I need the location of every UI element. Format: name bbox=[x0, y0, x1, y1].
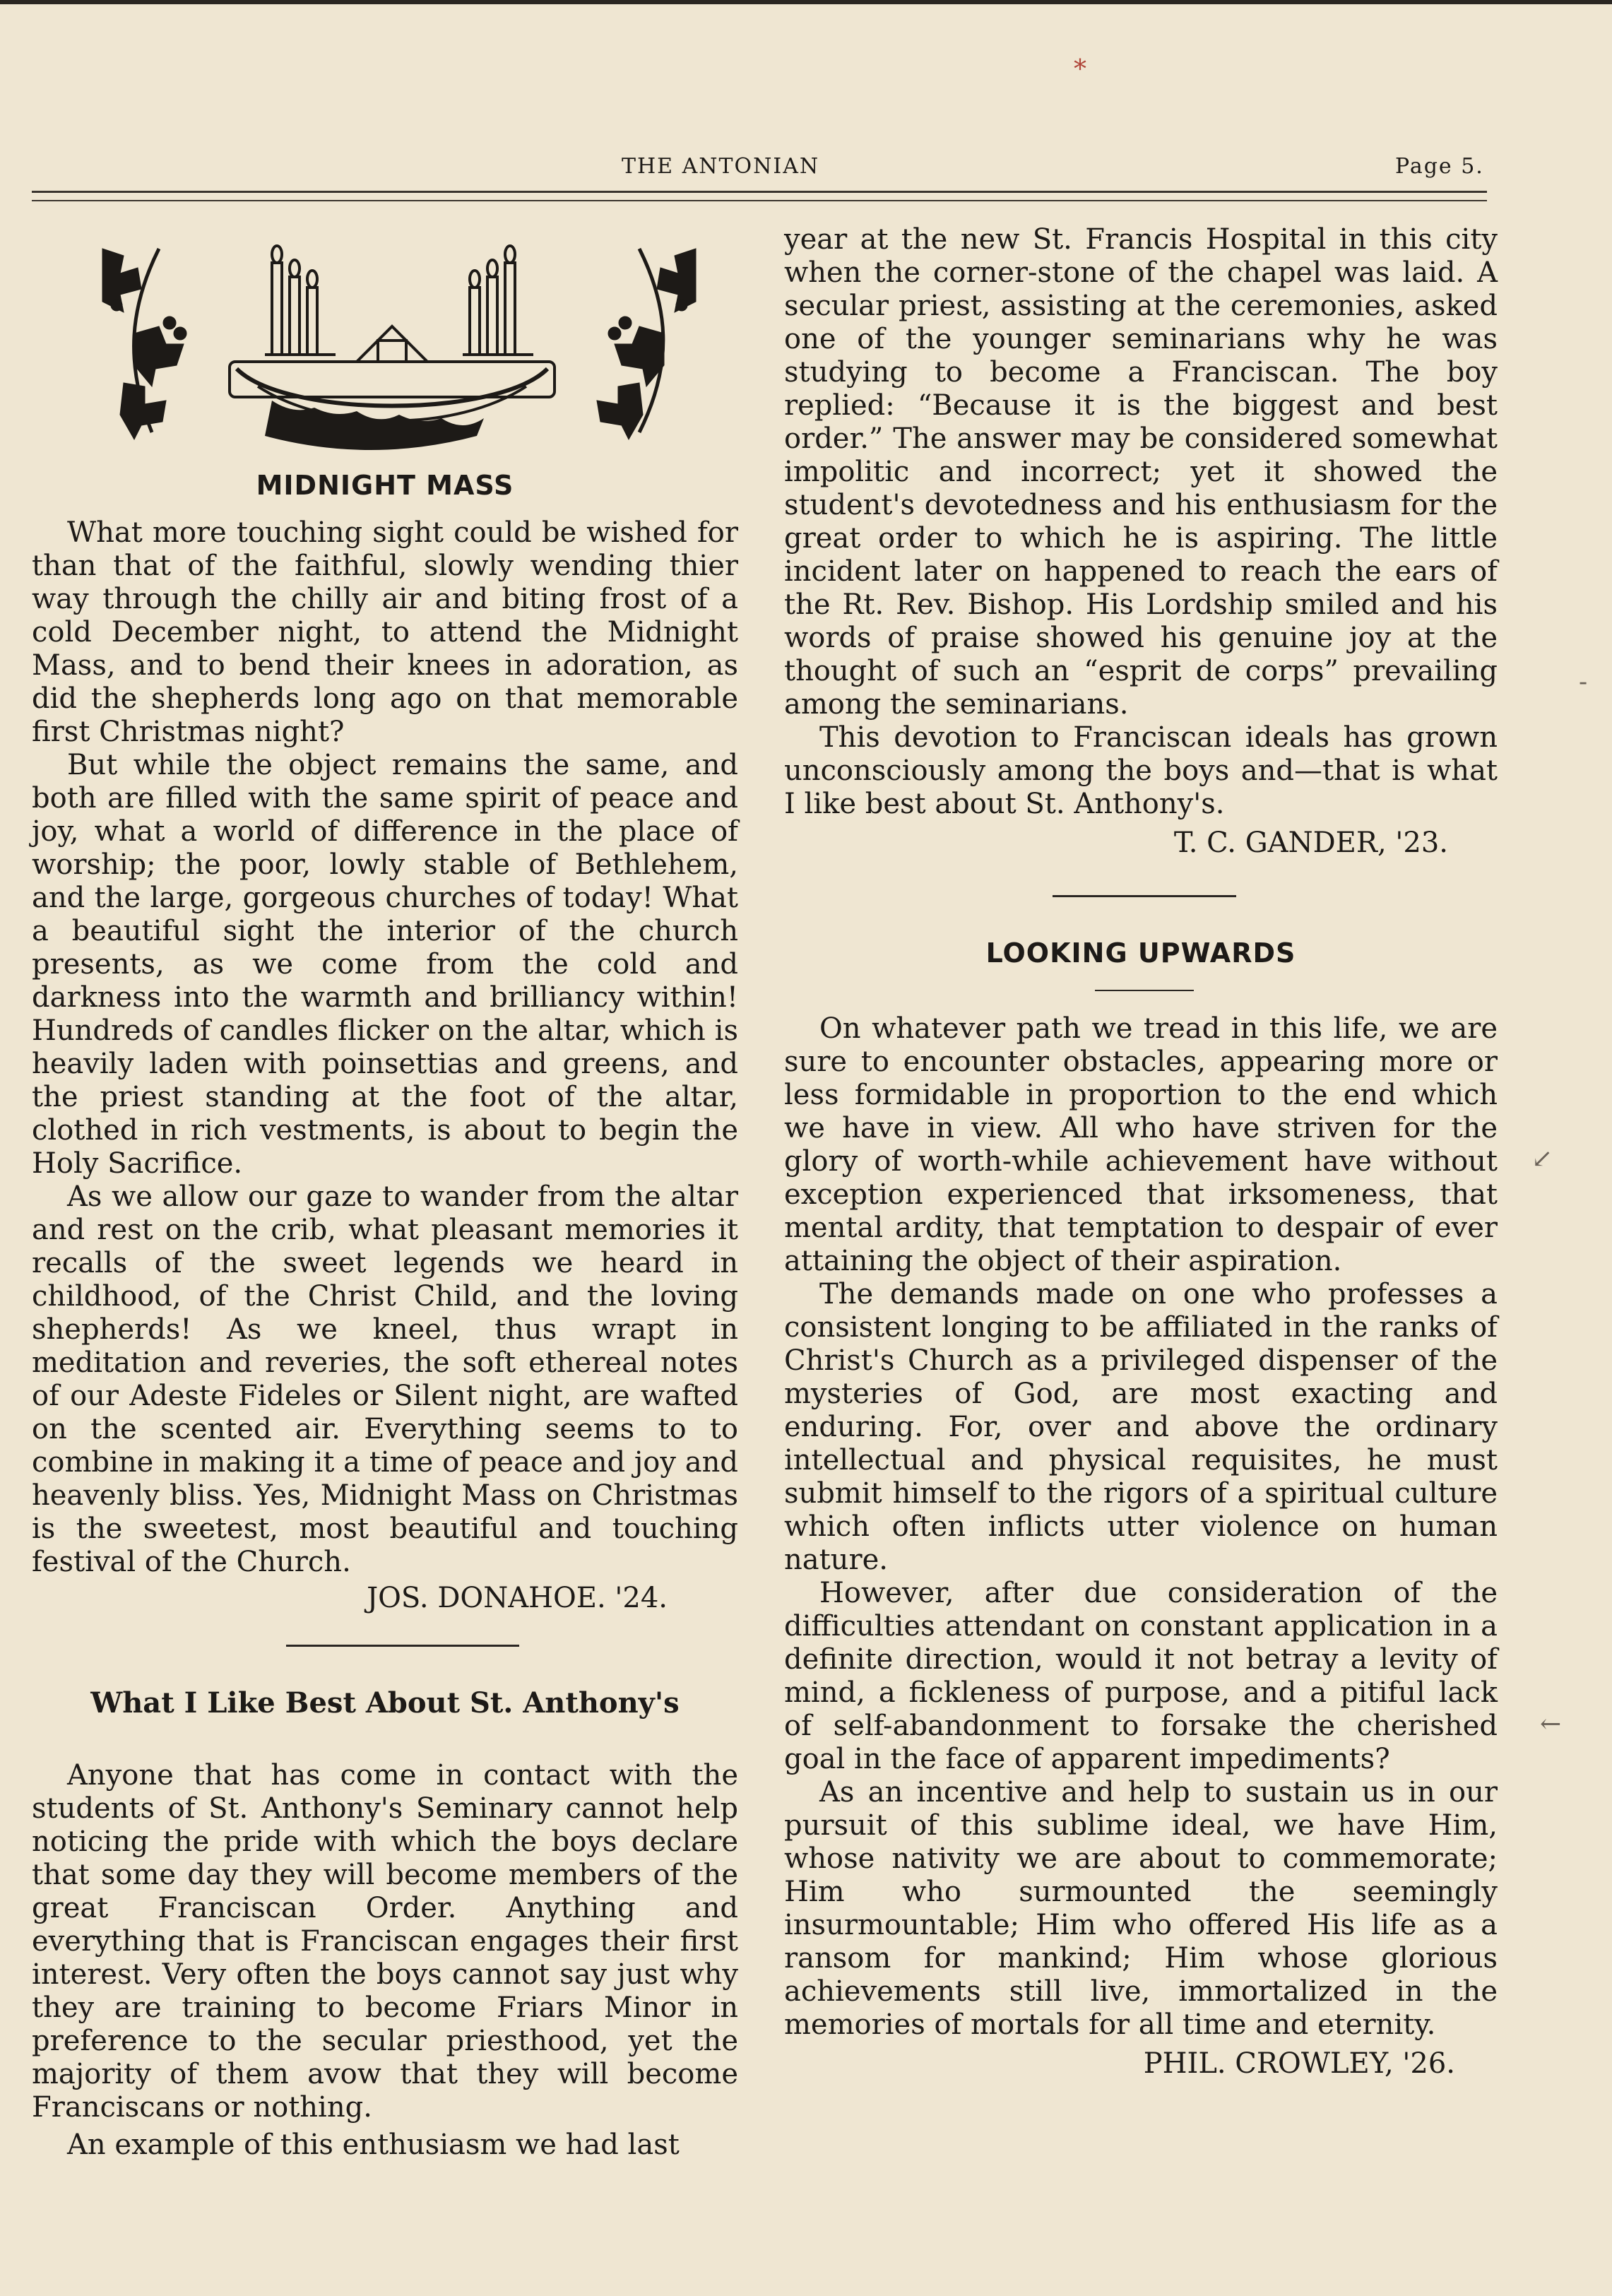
article-paragraph: As we allow our gaze to wander from the altar and rest on the crib, what pleasant memories it recalls of the sweet legends we heard in childhood, of the Christ Child, and the loving shepherds! As we kneel, thus wrapt in meditation and reveries, the soft ethereal notes of our Adeste Fideles or Silent night, are wafted on the scented air. Everything seems to to combine in making it a time of peace and joy and heavenly bliss. Yes, Midnight Mass on Christmas is the sweetest, most beautiful and touching festival of the Church. bbox=[32, 1180, 738, 1578]
article-paragraph: Anyone that has come in contact with the students of St. Anthony's Seminary cannot help noticing the pride with which the boys declare that some day they will become members of the great Franciscan Order. Anything and everything that is Franciscan engages their first interest. Very often the boys cannot say just why they are training to become Friars Minor in preference to the secular priesthood, yet the majority of them avow that they will become Franciscans or nothing. bbox=[32, 1759, 738, 2124]
article-paragraph: An example of this enthusiasm we had last bbox=[67, 2129, 680, 2161]
running-head bbox=[0, 154, 1612, 189]
article-paragraph: On whatever path we tread in this life, we are sure to encounter obstacles, appearing more or less formidable in proportion to the end which we have in view. All who have striven for the glory of worth-while achievement have without exception experienced that irksomeness, that mental ardity, that temptation to despair of ever attaining the object of their aspiration. bbox=[784, 1012, 1498, 1277]
left-column bbox=[32, 220, 738, 2241]
article-paragraph: The demands made on one who professes a consistent longing to be affiliated in the ranks of Christ's Church as a privileged dispenser of the mysteries of God, are most exacting and enduring. For, over and above the ordinary intellectual and physical requisites, he must submit himself to the rigors of a spiritual culture which often inflicts utter violence on human nature. bbox=[784, 1278, 1498, 1576]
article-paragraph: But while the object remains the same, and both are filled with the same spirit of peace and joy, what a world of difference in the place of worship; the poor, lowly stable of Bethlehem, and the large, gorgeous churches of today! What a beautiful sight the interior of the church presents, as we come from the cold and darkness into the warmth and brilliancy within! Hundreds of candles flicker on the altar, which is heavily laden with poinsettias and greens, and the priest standing at the foot of the altar, clothed in rich vestments, is about to begin the Holy Sacrifice. bbox=[32, 749, 738, 1180]
page-top-edge bbox=[0, 0, 1612, 4]
article-paragraph: year at the new St. Francis Hospital in this city when the corner-stone of the chapel was laid. A secular priest, assisting at the ceremonies, asked one of the younger seminarians why he was studying to become a Franciscan. The boy replied: “Because it is the biggest and best order.” The answer may be considered somewhat impolitic and incorrect; yet it showed the student's devotedness and his enthusiasm for the great order to which he is aspiring. The little incident later on happened to reach the ears of the Rt. Rev. Bishop. His Lordship smiled and his words of praise showed his genuine joy at the thought of such an “esprit de corps” prevailing among the seminarians. bbox=[784, 223, 1498, 721]
article-byline: T. C. GANDER, '23. bbox=[1173, 827, 1448, 859]
candles-holly-ornament bbox=[74, 220, 724, 454]
article-paragraph: However, after due consideration of the difficulties attendant on constant application in a definite direction, would it not betray a levity of mind, a fickleness of purpose, and a pitiful lack of self-abandonment to forsake the cherished goal in the face of apparent impediments? bbox=[784, 1577, 1498, 1775]
article-byline: PHIL. CROWLEY, '26. bbox=[1143, 2047, 1455, 2080]
publication-title: THE ANTONIAN bbox=[622, 154, 820, 179]
article-byline: JOS. DONAHOE. '24. bbox=[367, 1582, 668, 1614]
article-paragraph: This devotion to Franciscan ideals has grown unconsciously among the boys and—that is what I like best about St. Anthony's. bbox=[784, 721, 1498, 820]
article-paragraph: As an incentive and help to sustain us in our pursuit of this sublime ideal, we have Him, whose nativity we are about to commemorate; Him who surmounted the seemingly insurmountable; Him who offered His life as a ransom for mankind; Him whose glorious achievements still live, immortalized in the memories of mortals for all time and eternity. bbox=[784, 1776, 1498, 2041]
candles-holly-wreath-ornament-icon bbox=[74, 220, 724, 454]
right-column bbox=[784, 223, 1498, 2244]
article-title-looking-upwards: LOOKING UPWARDS bbox=[985, 937, 1296, 969]
article-title-midnight-mass: MIDNIGHT MASS bbox=[256, 470, 514, 501]
article-paragraph: What more touching sight could be wished for than that of the faithful, slowly wending thier way through the chilly air and biting frost of a cold December night, to attend the Midnight Mass, and to bend their knees in adoration, as did the shepherds long ago on that memorable first Christmas night? bbox=[32, 516, 738, 748]
page-number: Page 5. bbox=[1395, 154, 1484, 179]
margin-tick-mark: ↙ bbox=[1531, 1144, 1553, 1173]
article-title-what-i-like-best: What I Like Best About St. Anthony's bbox=[90, 1686, 680, 1720]
ink-mark: * bbox=[1074, 55, 1086, 84]
header-rule bbox=[32, 191, 1487, 201]
margin-tick-mark: - bbox=[1579, 668, 1588, 697]
margin-tick-mark: ← bbox=[1540, 1710, 1562, 1739]
